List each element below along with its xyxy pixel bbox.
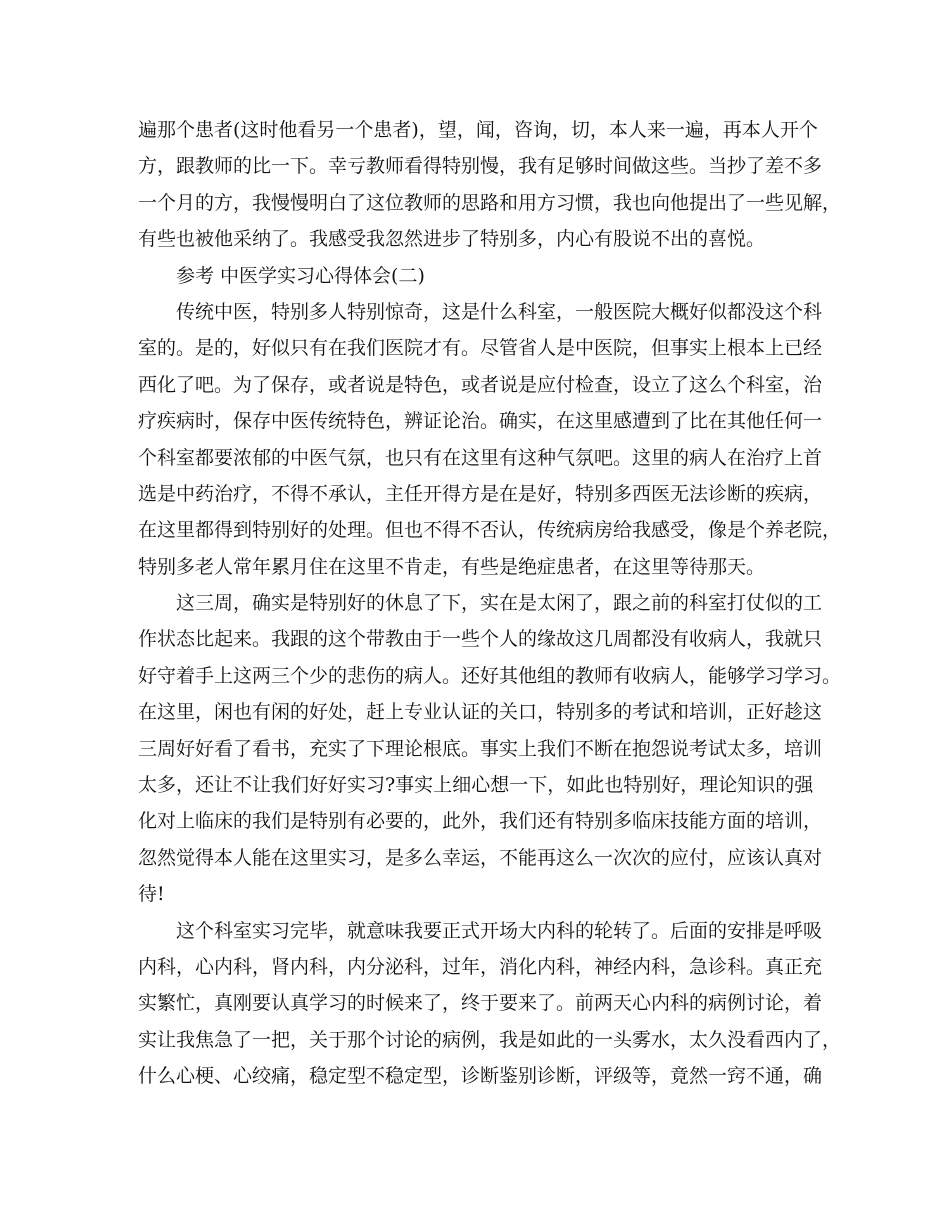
paragraph-line: 实繁忙，真刚要认真学习的时候来了，终于要来了。前两天心内科的病例讨论，着 — [138, 992, 823, 1015]
paragraph-line: 西化了吧。为了保存，或者说是特色，或者说是应付检查，设立了这么个科室，治 — [138, 373, 823, 396]
paragraph-line: 这三周，确实是特别好的休息了下，实在是太闲了，跟之前的科室打仗似的工 — [176, 592, 823, 615]
document-body — [138, 112, 842, 1095]
paragraph-line: 待! — [138, 883, 165, 906]
paragraph-line: 特别多老人常年累月住在这里不肯走，有些是绝症患者，在这里等待那天。 — [138, 555, 766, 578]
paragraph-line: 选是中药治疗，不得不承认，主任开得方是在是好，特别多西医无法诊断的疾病， — [138, 482, 823, 505]
paragraph-line: 作状态比起来。我跟的这个带教由于一些个人的缘故这几周都没有收病人，我就只 — [138, 628, 823, 651]
paragraph-line: 传统中医，特别多人特别惊奇，这是什么科室，一般医院大概好似都没这个科 — [176, 300, 823, 323]
paragraph-line: 室的。是的，好似只有在我们医院才有。尽管省人是中医院，但事实上根本上已经 — [138, 337, 823, 360]
paragraph-line: 实让我焦急了一把，关于那个讨论的病例，我是如此的一头雾水，太久没看西内了， — [138, 1028, 842, 1051]
paragraph-line: 这个科室实习完毕，就意味我要正式开场大内科的轮转了。后面的安排是呼吸 — [176, 919, 823, 942]
paragraph-line: 三周好好看了看书，充实了下理论根底。事实上我们不断在抱怨说考试太多，培训 — [138, 737, 823, 760]
paragraph-line: 在这里都得到特别好的处理。但也不得不否认，传统病房给我感受，像是个养老院， — [138, 519, 842, 542]
paragraph-line: 方，跟教师的比一下。幸亏教师看得特别慢，我有足够时间做这些。当抄了差不多 — [138, 155, 823, 178]
paragraph-line: 什么心梗、心绞痛，稳定型不稳定型，诊断鉴别诊断，评级等，竟然一窍不通，确 — [138, 1065, 823, 1088]
paragraph-line: 太多，还让不让我们好好实习?事实上细心想一下，如此也特别好，理论知识的强 — [138, 774, 814, 797]
paragraph-line: 化对上临床的我们是特别有必要的，此外，我们还有特别多临床技能方面的培训， — [138, 810, 823, 833]
paragraph-line: 遍那个患者(这时他看另一个患者)，望，闻，咨询，切，本人来一遍，再本人开个 — [138, 119, 818, 141]
paragraph-line: 疗疾病时，保存中医传统特色，辨证论治。确实，在这里感遭到了比在其他任何一 — [138, 410, 823, 433]
paragraph-line: 个科室都要浓郁的中医气氛，也只有在这里有这种气氛吧。这里的病人在治疗上首 — [138, 446, 823, 469]
section-heading: 参考 中医学实习心得体会(二) — [176, 264, 425, 287]
paragraph-line: 忽然觉得本人能在这里实习，是多么幸运，不能再这么一次次的应付，应该认真对 — [138, 846, 823, 869]
paragraph-line: 有些也被他采纳了。我感受我忽然进步了特别多，内心有股说不出的喜悦。 — [138, 228, 766, 251]
paragraph-line: 内科，心内科，肾内科，内分泌科，过年，消化内科，神经内科，急诊科。真正充 — [138, 955, 823, 978]
paragraph-line: 在这里，闲也有闲的好处，赶上专业认证的关口，特别多的考试和培训，正好趁这 — [138, 701, 823, 724]
paragraph-line: 好守着手上这两三个少的悲伤的病人。还好其他组的教师有收病人，能够学习学习。 — [138, 664, 842, 687]
paragraph-line: 一个月的方，我慢慢明白了这位教师的思路和用方习惯，我也向他提出了一些见解， — [138, 191, 842, 214]
